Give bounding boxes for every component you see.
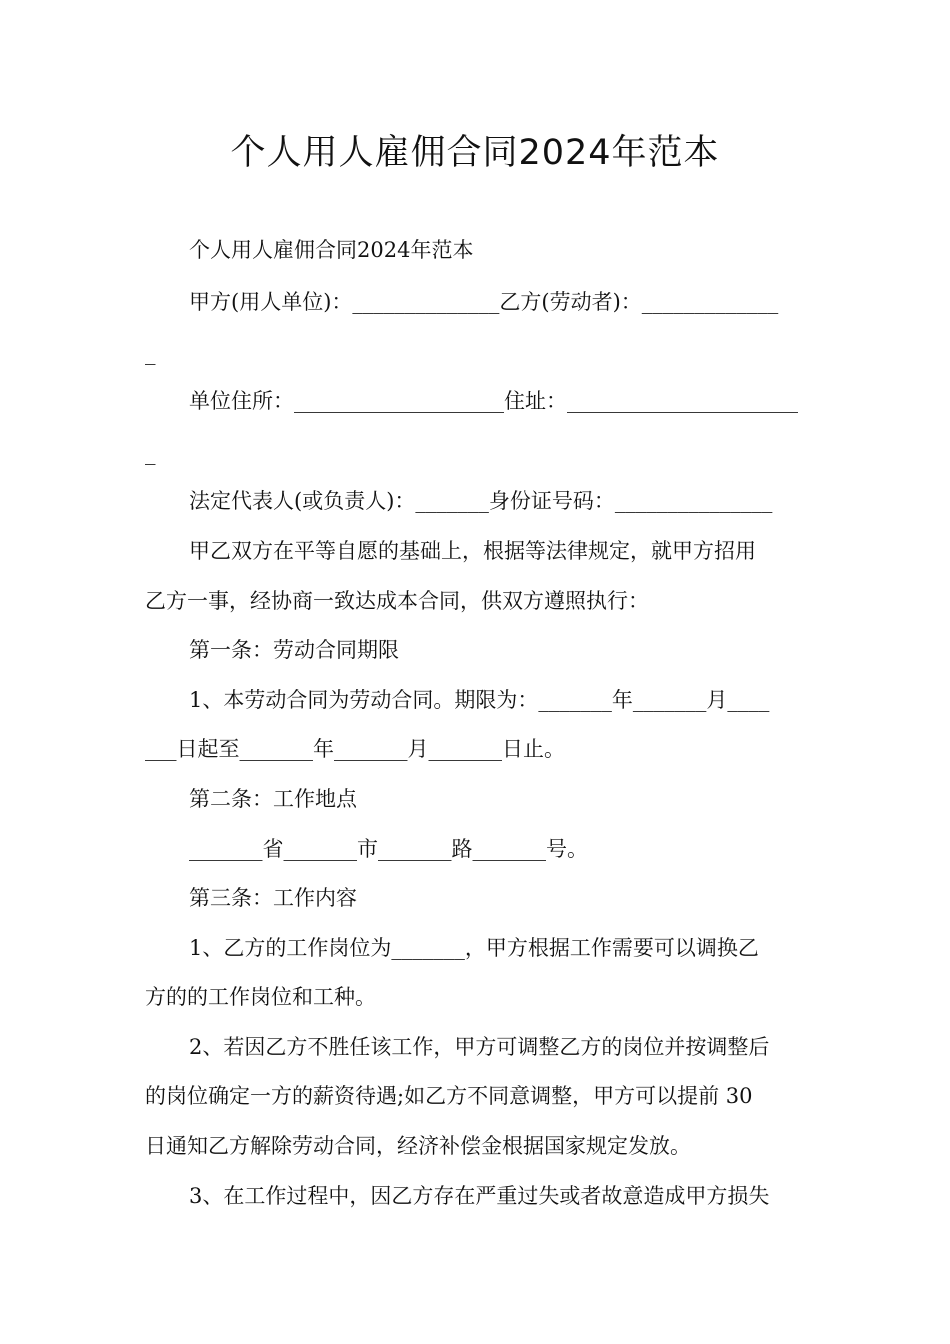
- document-title: 个人用人雇佣合同2024年范本: [230, 133, 720, 173]
- article-1-heading: 第一条：劳动合同期限: [189, 638, 399, 662]
- paragraph-line: 的岗位确定一方的薪资待遇;如乙方不同意调整，甲方可以提前 30: [145, 1084, 753, 1108]
- paragraph-line: 日通知乙方解除劳动合同，经济补偿金根据国家规定发放。: [145, 1134, 691, 1158]
- underline-continuation: _: [145, 441, 156, 465]
- paragraph-line: 乙方一事，经协商一致达成本合同，供双方遵照执行：: [145, 589, 649, 613]
- paragraph-line: 1、本劳动合同为劳动合同。期限为：_______年_______月____: [189, 688, 770, 712]
- subtitle-line: 个人用人雇佣合同2024年范本: [189, 238, 474, 262]
- paragraph-line: 3、在工作过程中，因乙方存在严重过失或者故意造成甲方损失: [189, 1184, 770, 1208]
- legal-rep-line: 法定代表人(或负责人)：_______身份证号码：_______________: [189, 489, 773, 513]
- paragraph-line: 2、若因乙方不胜任该工作，甲方可调整乙方的岗位并按调整后: [189, 1035, 770, 1059]
- paragraph-line: 方的的工作岗位和工种。: [145, 985, 376, 1009]
- article-3-heading: 第三条：工作内容: [189, 886, 357, 910]
- work-location-line: _______省_______市_______路_______号。: [189, 837, 588, 861]
- underline-continuation: _: [145, 341, 156, 365]
- paragraph-line: ___日起至_______年_______月_______日止。: [145, 737, 565, 761]
- party-a-b-line: 甲方(用人单位)：______________乙方(劳动者)：_____________: [189, 290, 779, 314]
- article-2-heading: 第二条：工作地点: [189, 787, 357, 811]
- paragraph-line: 甲乙双方在平等自愿的基础上，根据等法律规定，就甲方招用: [189, 539, 756, 563]
- address-line: 单位住所：____________________住址：______________________: [189, 389, 798, 413]
- paragraph-line: 1、乙方的工作岗位为_______，甲方根据工作需要可以调换乙: [189, 936, 759, 960]
